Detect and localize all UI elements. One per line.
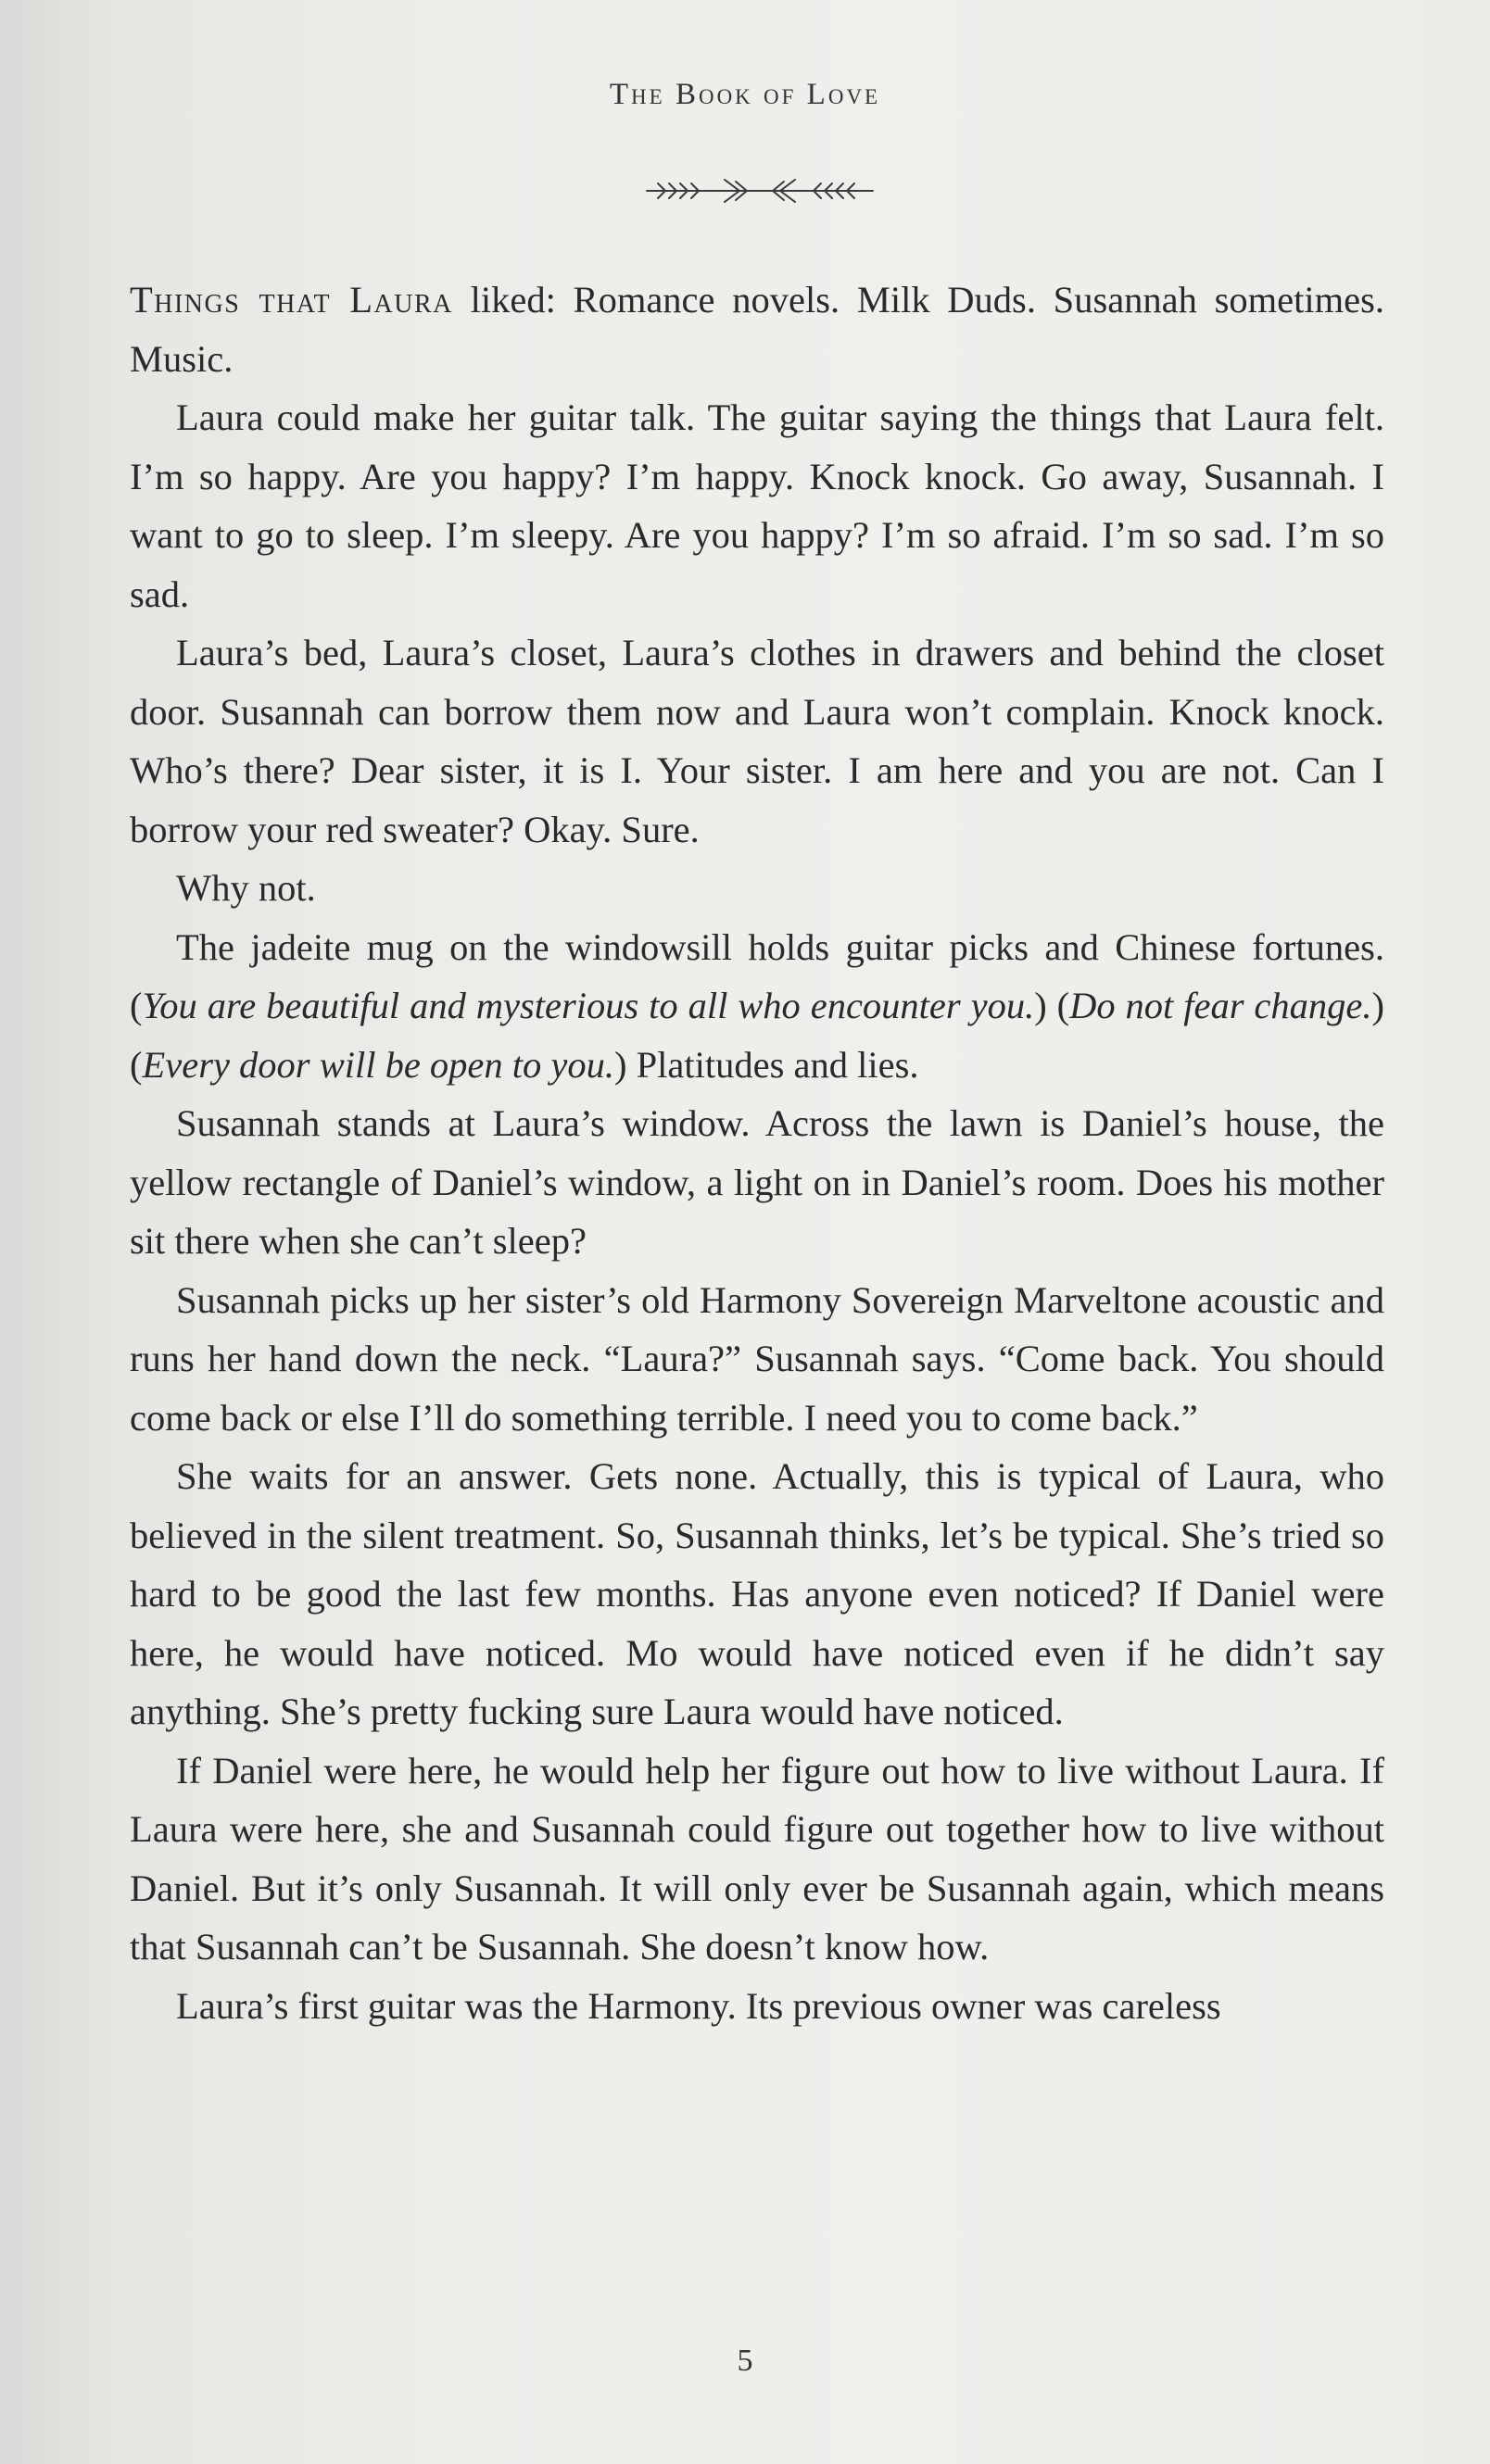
fortune-text: You are beautiful and mysterious to all who encounter you. [142, 985, 1035, 1026]
arrow-fleuron-icon [639, 172, 880, 209]
running-head: The Book of Love [609, 78, 881, 111]
paragraph: If Daniel were here, he would help her figure out how to live without Laura. If Laura were here, she and Susannah could figure out together how to live without Daniel. But it’s only Susannah. It will only ever be Susannah again, which means that Susannah can’t be Susannah. She doesn’t know how. [130, 1749, 1384, 1967]
paragraph-fortunes [130, 918, 1384, 1095]
page-number: 5 [737, 2344, 753, 2378]
paragraph-lead-in: Things that Laura [130, 279, 453, 321]
fortune-text: Do not fear change. [1069, 985, 1372, 1026]
paragraph: Laura could make her guitar talk. The guitar saying the things that Laura felt. I’m so happy. Are you happy? I’m happy. Knock knock. Go away, Susannah. I want to go to sleep. I’m sleepy. Are you happy? I’m so afraid. I’m so sad. I’m so sad. [130, 396, 1384, 615]
fortunes-intro: The jadeite mug on the windowsill holds guitar picks and Chinese fortunes. ( [130, 925, 1384, 1026]
paragraph: Why not. [176, 867, 316, 909]
paragraph: Susannah stands at Laura’s window. Across the lawn is Daniel’s house, the yellow rectangle of Daniel’s window, a light on in Daniel’s room. Does his mother sit there when she can’t sleep? [130, 1102, 1384, 1262]
body-text [130, 270, 1384, 2035]
paragraph: She waits for an answer. Gets none. Actually, this is typical of Laura, who believed in the silent treatment. So, Susannah thinks, let’s be typical. She’s tried so hard to be good the last few months. Has anyone even noticed? If Daniel were here, he would have noticed. Mo would have noticed even if he didn’t say anything. She’s pretty fucking sure Laura would have noticed. [130, 1455, 1384, 1732]
paragraph: Susannah picks up her sister’s old Harmony Sovereign Marveltone acoustic and runs her hand down the neck. “Laura?” Susannah says. “Come back. You should come back or else I’ll do something terrible. I need you to come back.” [130, 1278, 1384, 1439]
fortune-separator: ) ( [1034, 985, 1070, 1026]
paragraph: Laura’s bed, Laura’s closet, Laura’s clothes in drawers and behind the closet door. Susannah can borrow them now and Laura won’t complain. Knock knock. Who’s there? Dear sister, it is I. Your sister. I am here and you are not. Can I borrow your red sweater? Okay. Sure. [130, 632, 1384, 850]
paragraph-text: liked: Romance novels. Milk Duds. Susannah sometimes. Music. [130, 279, 1384, 380]
paragraph: Laura’s first guitar was the Harmony. Its previous owner was careless [176, 1984, 1221, 2027]
fortune-text: Every door will be open to you. [142, 1043, 615, 1086]
paragraph [130, 270, 1384, 388]
fortunes-outro: ) Platitudes and lies. [614, 1043, 919, 1086]
fortune-separator: ) ( [130, 985, 1384, 1086]
